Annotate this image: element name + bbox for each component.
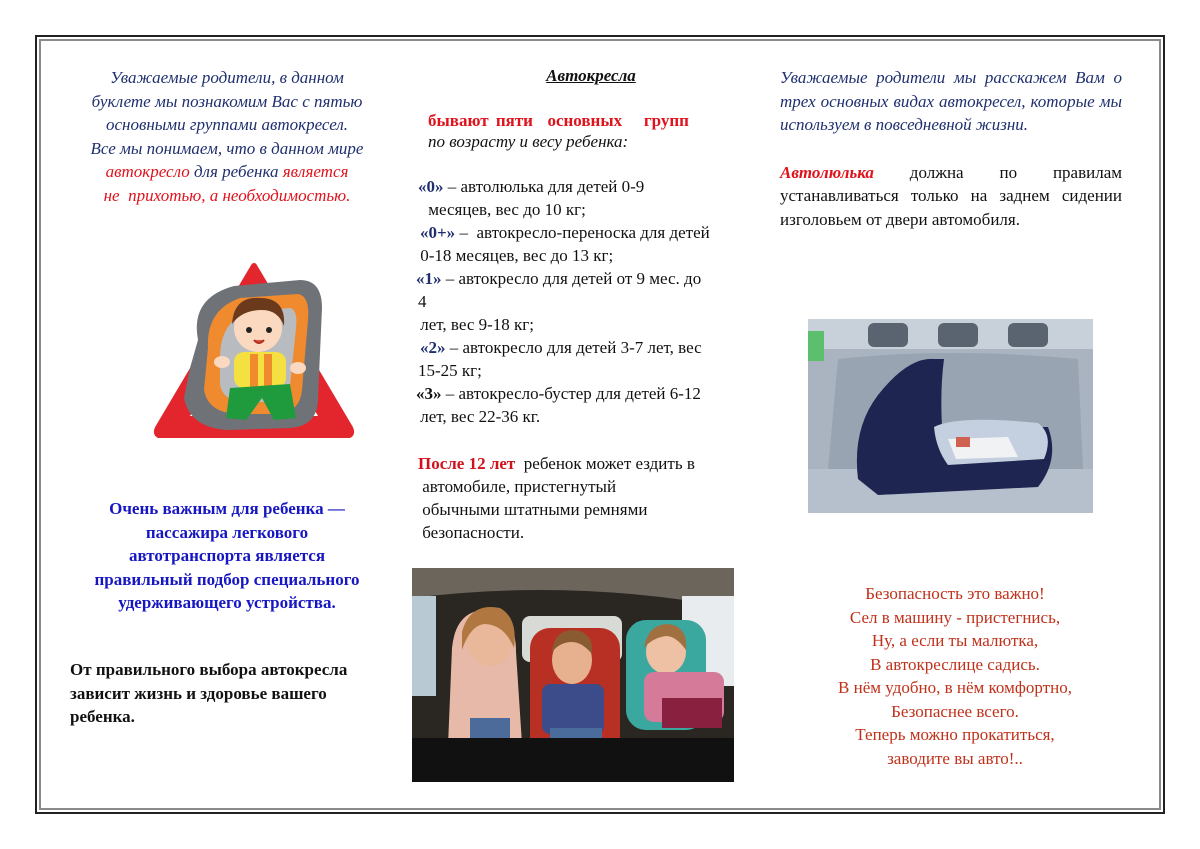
group-desc: – автокресло-переноска для детей [455, 223, 710, 242]
right-column [780, 66, 1122, 231]
group-0 [412, 175, 772, 198]
poem-line: заводите вы авто!.. [887, 748, 1023, 768]
after-12-line: обычными штатными ремнями [418, 500, 648, 519]
after-12-line: автомобиле, пристегнутый [418, 477, 617, 496]
carrycot-in-car-photo [808, 319, 1093, 513]
group-1-cont: 4 [418, 292, 427, 311]
important-line: пассажира легкового [145, 522, 309, 542]
after-12-line: безопасности. [418, 523, 525, 542]
group-0-cont: месяцев, вес до 10 кг; [424, 200, 586, 219]
group-0plus [412, 221, 772, 244]
left-intro-line-necessity: не прихотью, а необходимостью. [103, 185, 351, 205]
groups-heading: бывают пяти основных групп [428, 111, 689, 130]
group-label: «1» [416, 269, 442, 288]
groups-subheading: по возрасту и весу ребенка: [428, 132, 629, 151]
highlight-car-seat: автокресло [105, 162, 190, 181]
group-desc: – автолюлька для детей 0-9 [443, 177, 645, 196]
group-1-cont: лет, вес 9-18 кг; [416, 315, 534, 334]
poem-line: Сел в машину - пристегнись, [849, 607, 1061, 627]
important-line: удерживающего устройства. [118, 593, 336, 612]
choice-line: ребенка. [70, 707, 135, 726]
carrycot-text: должна по правилам устанавливаться только на заднем сидении изголовьем от двери автомобиля. [780, 162, 1122, 229]
left-intro-line: Все мы понимаем, что в данном мире [90, 138, 364, 158]
group-2 [412, 336, 772, 359]
after-12-text: ребенок может ездить в [515, 454, 695, 473]
section-title: Автокресла [546, 66, 636, 85]
group-2-cont: 15-25 кг; [418, 361, 482, 380]
poem-line: Безопаснее всего. [891, 701, 1019, 721]
right-intro: Уважаемые родители мы расскажем Вам о трех основных видах автокресел, которые мы используем в повседневной жизни. [780, 68, 1122, 134]
group-label: «0+» [420, 223, 456, 242]
important-line: автотранспорта является [128, 546, 326, 565]
left-intro-line [62, 160, 392, 184]
highlight-is: является [282, 162, 349, 181]
poem-line: В нём удобно, в нём комфортно, [838, 678, 1072, 697]
safety-poem [790, 582, 1120, 770]
after-12-line [412, 452, 772, 475]
kids-in-car-seats-photo [412, 568, 734, 782]
group-desc: – автокресло для детей от 9 мес. до [441, 269, 702, 288]
choice-line: От правильного выбора автокресла [70, 660, 348, 679]
group-label: «3» [416, 384, 442, 403]
poem-line: Ну, а если ты малютка, [871, 631, 1039, 650]
choice-note [70, 658, 400, 729]
group-0plus-cont: 0-18 месяцев, вес до 13 кг; [416, 246, 614, 265]
group-label: «0» [418, 177, 444, 196]
left-intro-line: буклете мы познакомим Вас с пятью [91, 91, 363, 111]
after-12-note [412, 452, 772, 544]
middle-column [412, 66, 772, 544]
group-desc: – автокресло-бустер для детей 6-12 [441, 384, 701, 403]
carrycot-highlight: Автолюлька [780, 162, 874, 182]
carrycot-rule [780, 161, 1122, 232]
group-3 [412, 382, 772, 405]
left-intro [62, 66, 392, 207]
important-line: правильный подбор специального [94, 569, 360, 589]
child-car-seat-warning-icon [150, 258, 358, 438]
important-note [62, 497, 392, 615]
group-1 [412, 267, 772, 290]
group-3-cont: лет, вес 22-36 кг. [416, 407, 541, 426]
group-desc: – автокресло для детей 3-7 лет, вес [445, 338, 702, 357]
poem-line: В автокреслице садись. [870, 654, 1040, 674]
group-label: «2» [420, 338, 446, 357]
left-intro-line: основными группами автокресел. [106, 115, 348, 134]
after-12-highlight: После 12 лет [418, 454, 516, 473]
left-intro-text: для ребенка [189, 162, 283, 181]
choice-line: зависит жизнь и здоровье вашего [70, 683, 327, 703]
group-list [412, 175, 772, 428]
poem-line: Безопасность это важно! [865, 584, 1045, 603]
poem-line: Теперь можно прокатиться, [855, 725, 1055, 744]
left-intro-line: Уважаемые родители, в данном [110, 68, 344, 87]
important-line: Очень важным для ребенка — [109, 499, 345, 518]
